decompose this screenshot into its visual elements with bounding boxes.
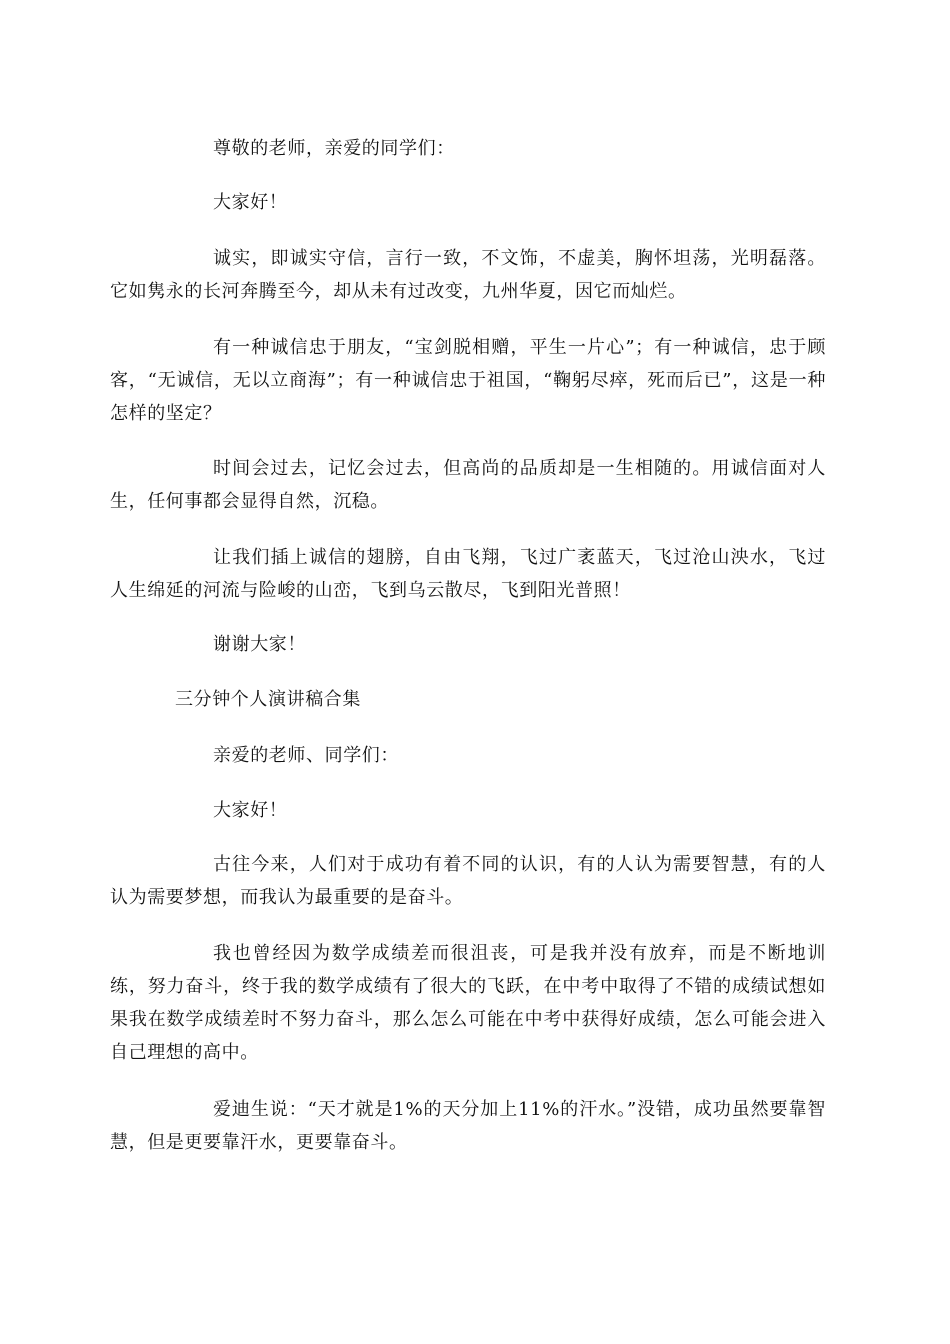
speech1-greeting: 大家好！ [213, 192, 288, 213]
speech1-salutation: 尊敬的老师，亲爱的同学们： [213, 138, 455, 159]
speech1-paragraph-2: 有一种诚信忠于朋友，“宝剑脱相赠，平生一片心”；有一种诚信，忠于顾客，“无诚信，无以立商海”；有一种诚信忠于祖国，“鞠躬尽瘁，死而后已”，这是一种怎样的坚定？ [110, 337, 826, 424]
speech2-paragraph-3: 爱迪生说：“天才就是1%的天分加上11%的汗水。”没错，成功虽然要靠智慧，但是更要靠汗水，更要靠奋斗。 [110, 1099, 826, 1153]
speech2-paragraph-1: 古往今来，人们对于成功有着不同的认识，有的人认为需要智慧，有的人认为需要梦想，而我认为最重要的是奋斗。 [110, 854, 826, 908]
section-title: 三分钟个人演讲稿合集 [175, 689, 361, 710]
speech1-paragraph-3: 时间会过去，记忆会过去，但高尚的品质却是一生相随的。用诚信面对人生，任何事都会显得自然，沉稳。 [110, 458, 826, 512]
speech1-paragraph-1: 诚实，即诚实守信，言行一致，不文饰，不虚美，胸怀坦荡，光明磊落。它如隽永的长河奔腾至今，却从未有过改变，九州华夏，因它而灿烂。 [110, 248, 826, 302]
speech2-paragraph-2: 我也曾经因为数学成绩差而很沮丧，可是我并没有放弃，而是不断地训练，努力奋斗，终于我的数学成绩有了很大的飞跃，在中考中取得了不错的成绩试想如果我在数学成绩差时不努力奋斗，那么怎么可能在中考中获得好成绩，怎么可能会进入自己理想的高中。 [110, 943, 826, 1063]
speech1-paragraph-4: 让我们插上诚信的翅膀，自由飞翔，飞过广袤蓝天，飞过沧山泱水，飞过人生绵延的河流与险峻的山峦，飞到乌云散尽，飞到阳光普照！ [110, 547, 826, 601]
speech2-salutation: 亲爱的老师、同学们： [213, 745, 399, 766]
speech2-greeting: 大家好！ [213, 800, 288, 821]
speech1-closing: 谢谢大家！ [213, 634, 306, 655]
